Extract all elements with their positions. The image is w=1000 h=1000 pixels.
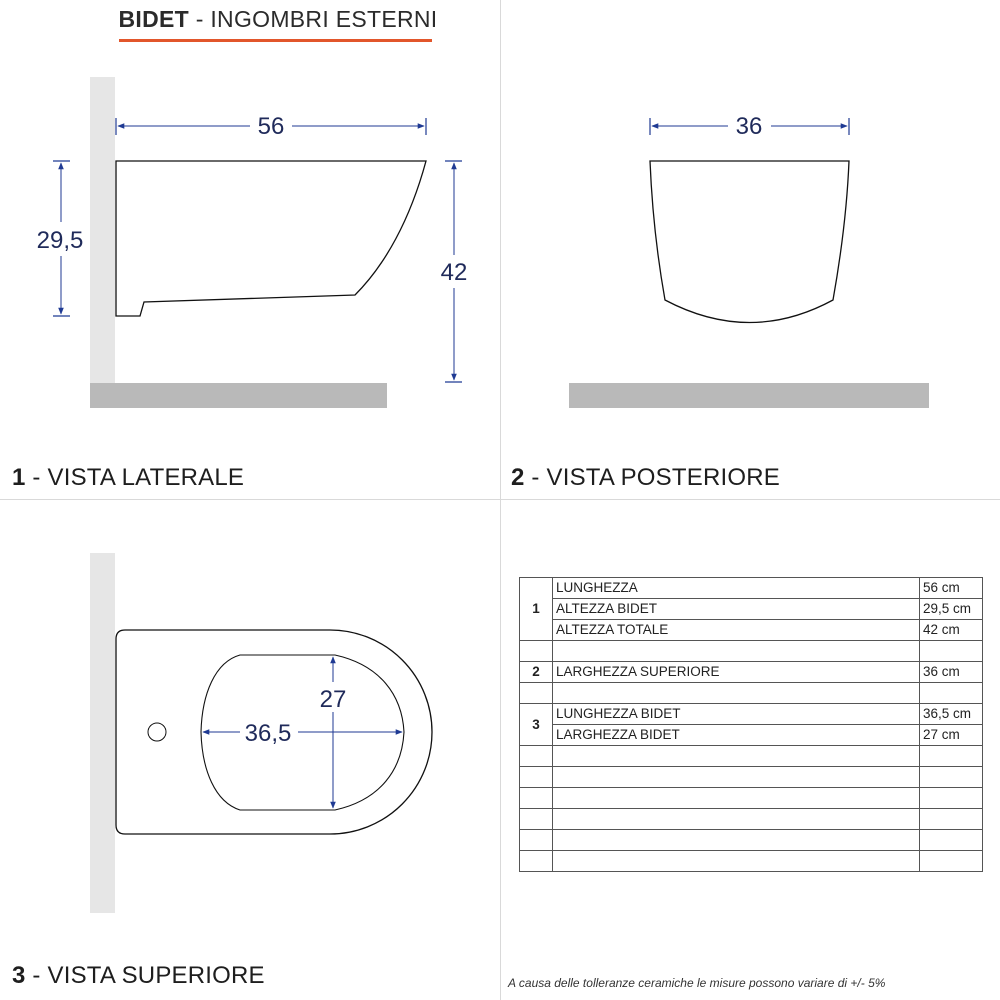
table-row <box>520 578 983 599</box>
spec-value: 27 cm <box>920 725 983 746</box>
table-row <box>520 725 983 746</box>
rear-view <box>569 113 929 408</box>
specs-table <box>519 577 983 872</box>
rear-width-label: 36 <box>735 113 763 140</box>
top-bowl-width-label: 27 <box>319 686 347 713</box>
view-label-side <box>12 464 244 492</box>
side-floor <box>90 383 387 408</box>
table-row-empty <box>520 746 983 767</box>
spec-value: 36,5 cm <box>920 704 983 725</box>
table-row-empty <box>520 851 983 872</box>
side-wall <box>90 77 115 408</box>
view-number-side: 1 <box>12 464 26 491</box>
side-view <box>37 77 468 408</box>
side-length-label: 56 <box>257 113 285 140</box>
spec-label: LARGHEZZA SUPERIORE <box>553 662 920 683</box>
table-row-empty <box>520 788 983 809</box>
table-row-empty <box>520 683 983 704</box>
spec-value: 36 cm <box>920 662 983 683</box>
rear-floor <box>569 383 929 408</box>
table-row-empty <box>520 830 983 851</box>
view-label-top <box>12 962 265 990</box>
table-row <box>520 704 983 725</box>
rear-bidet-outline <box>650 161 849 323</box>
view-title-rear: - VISTA POSTERIORE <box>524 464 780 491</box>
spec-label: LUNGHEZZA BIDET <box>553 704 920 725</box>
view-label-rear <box>511 464 780 492</box>
spec-value: 56 cm <box>920 578 983 599</box>
title-subtitle: - INGOMBRI ESTERNI <box>189 6 438 32</box>
table-row-empty <box>520 809 983 830</box>
group-number: 1 <box>520 578 553 641</box>
view-number-top: 3 <box>12 962 26 989</box>
spec-value: 42 cm <box>920 620 983 641</box>
spec-label: ALTEZZA BIDET <box>553 599 920 620</box>
side-bidet-height-label: 29,5 <box>36 227 84 254</box>
table-row <box>520 599 983 620</box>
spec-label: LARGHEZZA BIDET <box>553 725 920 746</box>
top-wall <box>90 553 115 913</box>
table-row <box>520 662 983 683</box>
spec-value: 29,5 cm <box>920 599 983 620</box>
view-title-side: - VISTA LATERALE <box>25 464 245 491</box>
tap-hole <box>148 723 166 741</box>
tolerance-footnote: A causa delle tolleranze ceramiche le misure possono variare di +/- 5% <box>508 976 886 990</box>
table-row-empty <box>520 641 983 662</box>
side-bidet-outline <box>116 161 426 316</box>
side-total-height-label: 42 <box>440 259 468 286</box>
group-number: 2 <box>520 662 553 683</box>
top-bowl-length-label: 36,5 <box>244 720 292 747</box>
table-row <box>520 620 983 641</box>
view-number-rear: 2 <box>511 464 525 491</box>
table-row-empty <box>520 767 983 788</box>
spec-label: ALTEZZA TOTALE <box>553 620 920 641</box>
top-view <box>90 553 432 913</box>
view-title-top: - VISTA SUPERIORE <box>25 962 265 989</box>
spec-label: LUNGHEZZA <box>553 578 920 599</box>
title-product: BIDET <box>118 6 189 32</box>
group-number: 3 <box>520 704 553 746</box>
